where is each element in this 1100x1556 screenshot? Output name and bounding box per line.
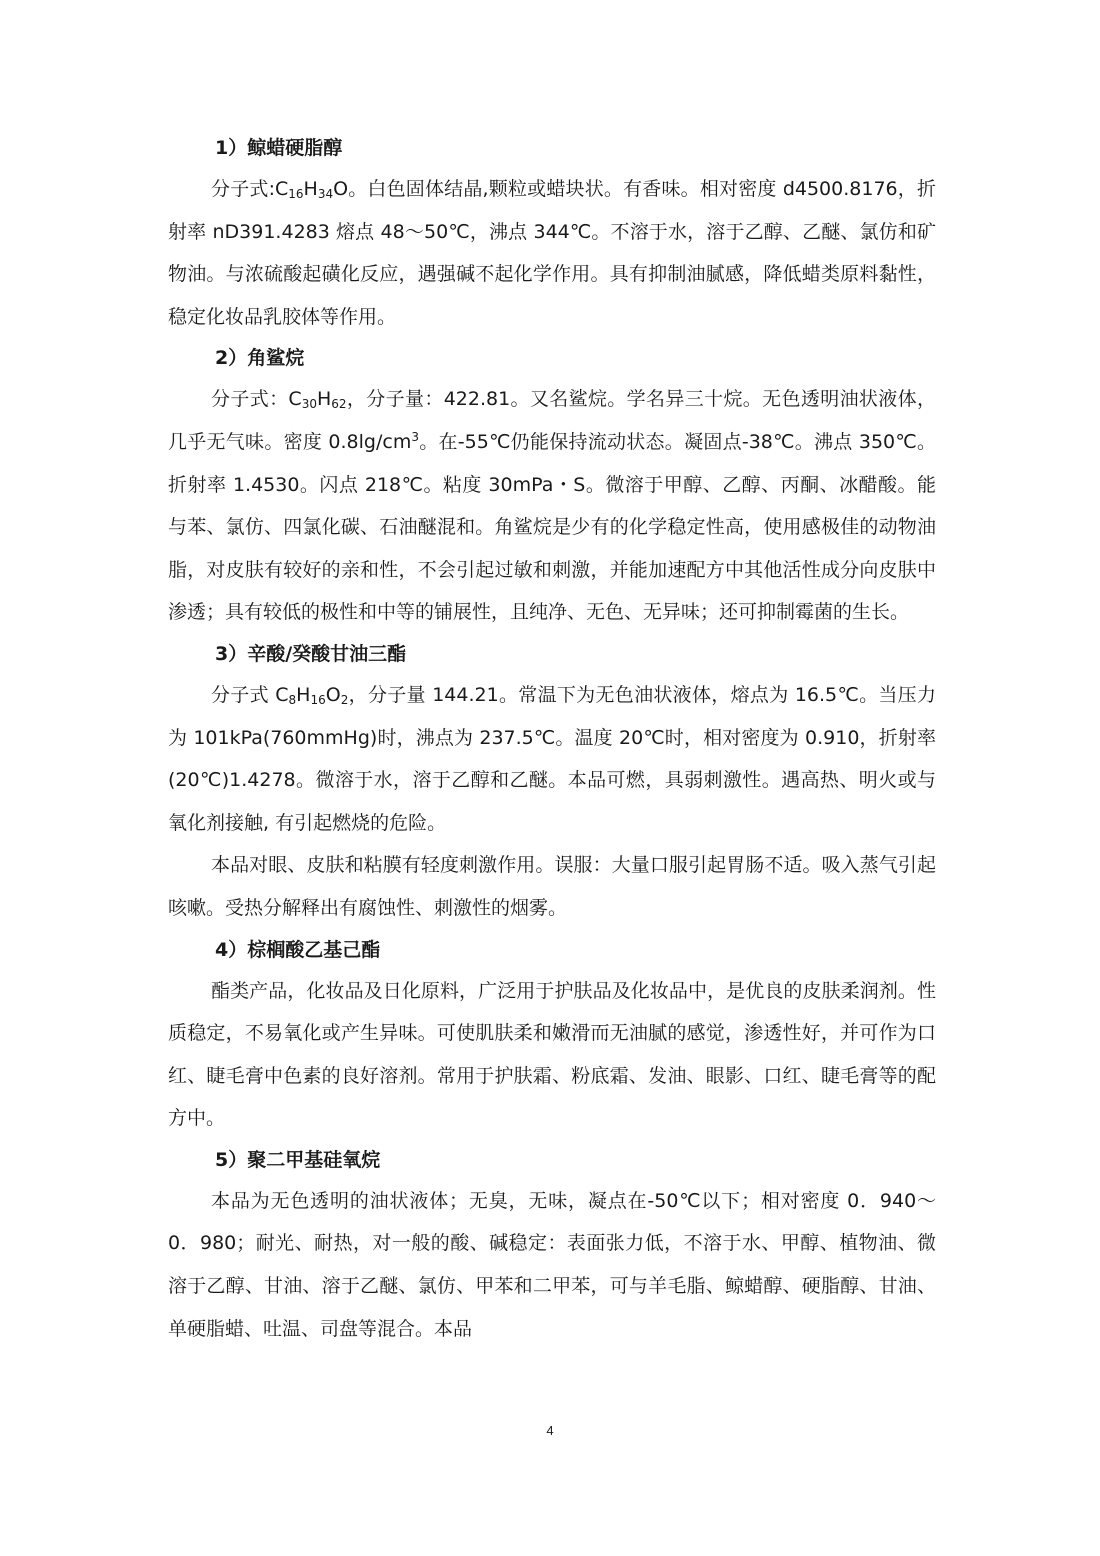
section-paragraph: 酯类产品，化妆品及日化原料，广泛用于护肤品及化妆品中，是优良的皮肤柔润剂。性质稳定，不易氧化或产生异味。可使肌肤柔和嫩滑而无油腻的感觉，渗透性好，并可作为口红、睫毛膏中色素的良好溶剂。常用于护肤霜、粉底霜、发油、眼影、口红、睫毛膏等的配方中。 (168, 979, 936, 1130)
section-dimethicone (168, 1140, 936, 1350)
section-heading: 1）鲸蜡硬脂醇 (215, 137, 343, 159)
section-heading: 5）聚二甲基硅氧烷 (215, 1148, 381, 1171)
section-paragraph: 本品为无色透明的油状液体；无臭，无味，凝点在-50℃以下；相对密度 0．940～0．980；耐光、耐热，对一般的酸、碱稳定：表面张力低，不溶于水、甲醇、植物油、微溶于乙醇、甘油、溶于乙醚、氯仿、甲苯和二甲苯，可与羊毛脂、鲸蜡醇、硬脂醇、甘油、单硬脂蜡、吐温、司盘等混合。本品 (168, 1189, 936, 1340)
section-paragraph: 本品对眼、皮肤和粘膜有轻度刺激作用。误服：大量口服引起胃肠不适。吸入蒸气引起咳嗽。受热分解释出有腐蚀性、刺激性的烟雾。 (168, 854, 936, 919)
section-paragraph: 分子式：$C_{30}H_{62}$，分子量：422.81。又名鲨烷。学名异三十烷。无色透明油状液体，几乎无气味。密度 $0.8\lg/cm^3$。在-55℃仍能保持流动状态。凝固点-38℃。沸点 350℃。折射率 1.4530。闪点 218℃。粘度 30mPa・S。微溶于甲醇、乙醇、丙酮、冰醋酸。能与苯、氯仿、四氯化碳、石油醚混和。角鲨烷是少有的化学稳定性高，使用感极佳的动物油脂，对皮肤有较好的亲和性，不会引起过敏和刺激，并能加速配方中其他活性成分向皮肤中渗透；具有较低的极性和中等的铺展性，且纯净、无色、无异味；还可抑制霉菌的生长。 (168, 388, 936, 624)
section-ethylhexyl-palmitate (168, 930, 936, 1140)
section-cetearyl-alcohol (168, 128, 936, 338)
section-paragraph: 分子式$:C_{16}H_{34}O$。白色固体结晶,颗粒或蜡块状。有香味。相对密度 d4500.8176，折射率 nD391.4283 熔点 48～50℃，沸点 344℃。不溶于水，溶于乙醇、乙醚、氯仿和矿物油。与浓硫酸起磺化反应，遇强碱不起化学作用。具有抑制油腻感，降低蜡类原料黏性，稳定化妆品乳胶体等作用。 (168, 178, 936, 328)
section-heading: 3）辛酸/癸酸甘油三酯 (215, 642, 407, 665)
section-heading: 4）棕榈酸乙基己酯 (215, 938, 381, 961)
section-squalane (168, 338, 936, 634)
page-number: 4 (546, 1423, 554, 1438)
section-heading: 2）角鲨烷 (215, 347, 305, 370)
section-caprylic-capric-triglyceride (168, 634, 936, 930)
section-paragraph: 分子式 $C_8H_{16}O_2$，分子量 144.21。常温下为无色油状液体，熔点为 16.5℃。当压力为 101kPa(760mmHg)时，沸点为 237.5℃。温度 20℃时，相对密度为 0.910，折射率(20℃)1.4278。微溶于水，溶于乙醇和乙醚。本品可燃，具弱刺激性。遇高热、明火或与氧化剂接触, 有引起燃烧的危险。 (168, 683, 936, 834)
